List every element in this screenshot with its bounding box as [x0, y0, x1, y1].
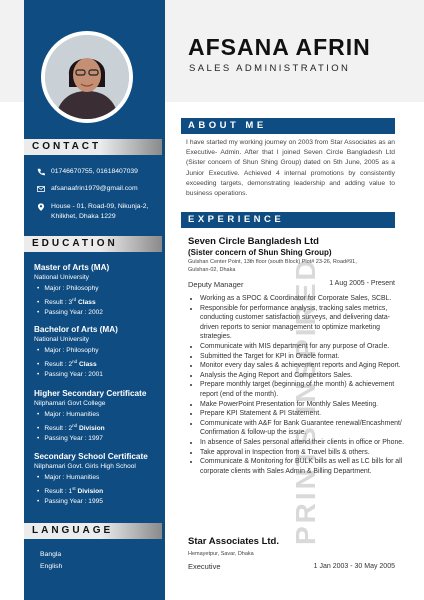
- duty-item: • Analysis the Aging Report and Competitors Sales.: [200, 371, 405, 381]
- edu-institution: Nilphamari Govt. Girls High School: [34, 463, 136, 470]
- job-title: SALES ADMINISTRATION: [189, 63, 351, 74]
- language-item: Bangla: [40, 551, 62, 558]
- language-heading: LANGUAGE: [24, 523, 162, 539]
- about-text: I have started my working journey on 2003 from Star Associates as an Executive- Admin. After that I joined Seven Circle Bangladesh Ltd (Sister concern of Shun Shing Group) dated on 5th June, 2005 as a Junior Executive. Achieved 4 internal promotions by consistently exceeding targets, demonstrating leadership and adding value to business operations.: [186, 139, 395, 198]
- duty-item: • Take approval in Inspection from & Travel bills & others.: [200, 448, 405, 458]
- duty-item: • Communicate with MIS department for any purpose of Oracle.: [200, 342, 405, 352]
- duty-item: • Monitor every day sales & achievement reports and Aging Report.: [200, 361, 405, 371]
- location-pin-icon: [37, 203, 45, 211]
- duty-item: • Make PowerPoint Presentation for Monthly Sales Meeting.: [200, 400, 405, 410]
- edu-details: [37, 284, 103, 319]
- edu-institution: National University: [34, 274, 89, 281]
- phone-text: 01746670755, 01618407039: [51, 168, 138, 175]
- edu-year: • Passing Year : 2002: [37, 308, 103, 319]
- education-heading: EDUCATION: [24, 236, 162, 252]
- job-company-sub: (Sister concern of Shun Shing Group): [188, 248, 332, 257]
- duty-item: • Communicate with A&F for Bank Guarantee renewal/Encashment/ Confirmation & follow-up the issue.: [200, 419, 405, 438]
- email-text: afsanaafrin1979@gmail.com: [51, 185, 138, 192]
- edu-institution: National University: [34, 336, 89, 343]
- duty-item: • Working as a SPOC & Coordinator for Corporate Sales, SCBL.: [200, 294, 405, 304]
- job-company: Star Associates Ltd.: [188, 536, 279, 547]
- edu-result: • Result : 1st Division: [37, 484, 103, 498]
- duty-item: • Prepare monthly target (beginning of the month) & achievement report (end of the month).: [200, 380, 405, 399]
- duty-item: • Responsible for performance analysis, tracking sales metrics, conducting customer satisfaction surveys, and delivering data-driven reports to senior management to optimize marketing strategies.: [200, 304, 405, 342]
- edu-degree: Bachelor of Arts (MA): [34, 325, 118, 334]
- job-dates: 1 Jan 2003 - 30 May 2005: [313, 563, 395, 570]
- edu-major: • Major : Philosophy: [37, 346, 103, 357]
- job-company: Seven Circle Bangladesh Ltd: [188, 236, 319, 247]
- edu-year: • Passing Year : 1995: [37, 497, 103, 508]
- edu-institution: Nilphamari Govt College: [34, 400, 106, 407]
- edu-result: • Result : 2nd Division: [37, 421, 105, 435]
- edu-degree: Higher Secondary Certificate: [34, 389, 147, 398]
- edu-year: • Passing Year : 2001: [37, 370, 103, 381]
- job-address: Hemayetpur, Savar, Dhaka: [188, 551, 254, 557]
- edu-major: • Major : Humanities: [37, 410, 105, 421]
- watermark: PRINTS INSPIRED: [290, 257, 321, 545]
- language-list: [40, 549, 62, 573]
- about-heading: ABOUT ME: [181, 118, 395, 134]
- phone-icon: [37, 168, 45, 176]
- duty-item: • Communicate & Monitoring for BULK bills as well as LC bills for all corporate clients with Sales Admin & Billing Department.: [200, 457, 405, 476]
- edu-details: [37, 473, 103, 508]
- job-duties: [190, 294, 405, 476]
- experience-heading: EXPERIENCE: [181, 212, 395, 228]
- duty-item: • Submitted the Target for KPI in Oracle format.: [200, 352, 405, 362]
- language-item: English: [40, 563, 63, 570]
- edu-result: • Result : 2nd Class: [37, 357, 103, 371]
- edu-year: • Passing Year : 1997: [37, 434, 105, 445]
- edu-major: • Major : Philosophy: [37, 284, 103, 295]
- job-address: Gulshan Center Point, 13th floor (south Block) Plot# 23-26, Road#91, Gulshan-02, Dhaka: [188, 259, 357, 273]
- edu-degree: Master of Arts (MA): [34, 263, 110, 272]
- job-dates: 1 Aug 2005 - Present: [329, 280, 395, 287]
- edu-details: [37, 410, 105, 445]
- duty-item: • In absence of Sales personal attend their clients in office or Phone.: [200, 438, 405, 448]
- edu-result: • Result : 3rd Class: [37, 295, 103, 309]
- contact-heading: CONTACT: [24, 139, 162, 155]
- email-icon: [37, 185, 45, 193]
- profile-photo: [45, 35, 129, 119]
- duty-item: • Prepare KPI Statement & PI Statement.: [200, 409, 405, 419]
- job-role: Deputy Manager: [188, 280, 244, 289]
- person-name: AFSANA AFRIN: [188, 34, 371, 60]
- job-role: Executive: [188, 562, 221, 571]
- edu-degree: Secondary School Certificate: [34, 452, 148, 461]
- edu-major: • Major : Humanities: [37, 473, 103, 484]
- address-text: House - 01, Road-09, Nikunja-2, Khilkhet, Dhaka 1229: [51, 203, 149, 220]
- edu-details: [37, 346, 103, 381]
